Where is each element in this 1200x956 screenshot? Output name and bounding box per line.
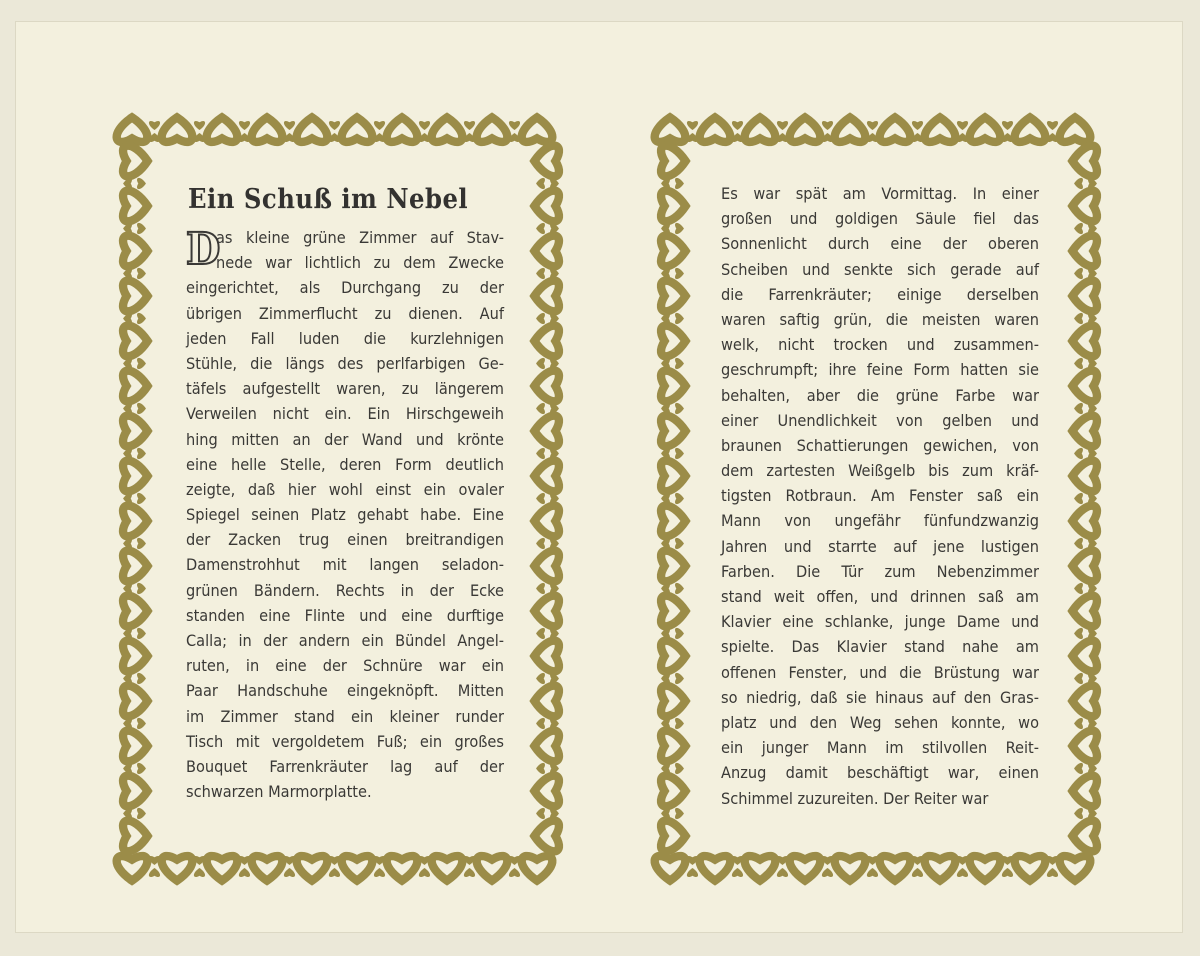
heart-ornament xyxy=(123,326,148,357)
heart-ornament xyxy=(534,686,559,717)
text-line: eine helle Stelle, deren Form deutlich xyxy=(186,454,504,474)
small-heart-ornament xyxy=(536,493,545,504)
heart-ornament xyxy=(1072,326,1097,357)
text-line: behalten, aber die grüne Farbe war xyxy=(721,385,1039,405)
heart-ornament xyxy=(1072,821,1097,852)
heart-ornament xyxy=(534,416,559,447)
heart-ornament xyxy=(342,117,373,142)
text-line: Calla; in der andern ein Bündel Angel- xyxy=(186,631,504,650)
text-line: übrigen Zimmerflucht zu dienen. Auf xyxy=(186,303,504,323)
small-heart-ornament xyxy=(675,358,684,369)
small-heart-ornament xyxy=(1047,868,1058,877)
heart-ornament xyxy=(1060,856,1091,881)
heart-ornament xyxy=(162,117,193,142)
heart-ornament xyxy=(522,117,553,142)
heart-ornament xyxy=(655,117,686,142)
small-heart-ornament xyxy=(1074,313,1083,324)
small-heart-ornament xyxy=(1074,403,1083,414)
small-heart-ornament xyxy=(1074,718,1083,729)
heart-ornament xyxy=(661,146,686,177)
heart-ornament xyxy=(661,551,686,582)
drop-cap: D xyxy=(186,224,221,275)
small-heart-ornament xyxy=(1074,628,1083,639)
heart-ornament xyxy=(123,416,148,447)
text-line: einer Unendlichkeit von gelben und xyxy=(721,410,1039,430)
small-heart-ornament xyxy=(1074,763,1083,774)
text-line: der Zacken trug einen breitrandigen xyxy=(186,530,504,550)
heart-ornament xyxy=(387,117,418,142)
heart-ornament xyxy=(970,856,1001,881)
small-heart-ornament xyxy=(536,583,545,594)
heart-ornament xyxy=(297,856,328,881)
small-heart-ornament xyxy=(194,121,205,130)
small-heart-ornament xyxy=(822,868,833,877)
small-heart-ornament xyxy=(536,178,545,189)
text-line: täfels aufgestellt waren, zu längerem xyxy=(186,379,504,399)
small-heart-ornament xyxy=(137,808,146,819)
small-heart-ornament xyxy=(509,868,520,877)
heart-ornament xyxy=(661,371,686,402)
right-page-text xyxy=(721,181,1039,811)
text-line: so niedrig, daß sie hinaus auf den Gras- xyxy=(721,687,1039,707)
small-heart-ornament xyxy=(675,628,684,639)
text-line: Sonnenlicht durch eine der oberen xyxy=(721,234,1039,254)
heart-ornament xyxy=(534,191,559,222)
small-heart-ornament xyxy=(536,808,545,819)
small-heart-ornament xyxy=(137,268,146,279)
heart-ornament xyxy=(790,117,821,142)
text-line: eingerichtet, als Durchgang zu der xyxy=(186,278,504,298)
heart-ornament xyxy=(661,686,686,717)
text-line: standen eine Flinte und eine durftige xyxy=(186,605,504,625)
small-heart-ornament xyxy=(137,493,146,504)
text-line: Mann von ungefähr fünfundzwanzig xyxy=(721,511,1039,531)
small-heart-ornament xyxy=(675,448,684,459)
heart-ornament xyxy=(534,821,559,852)
heart-ornament xyxy=(661,821,686,852)
heart-ornament xyxy=(123,191,148,222)
heart-ornament xyxy=(661,641,686,672)
small-heart-ornament xyxy=(777,868,788,877)
small-heart-ornament xyxy=(419,121,430,130)
heart-ornament xyxy=(534,371,559,402)
heart-ornament xyxy=(522,856,553,881)
small-heart-ornament xyxy=(957,868,968,877)
text-line: Spiegel seinen Platz gehabt habe. Eine xyxy=(186,505,504,525)
small-heart-ornament xyxy=(149,868,160,877)
text-line: jeden Fall luden die kurzlehnigen xyxy=(186,328,504,348)
small-heart-ornament xyxy=(822,121,833,130)
small-heart-ornament xyxy=(419,868,430,877)
heart-ornament xyxy=(1072,191,1097,222)
heart-ornament xyxy=(1015,856,1046,881)
heart-ornament xyxy=(745,117,776,142)
small-heart-ornament xyxy=(464,868,475,877)
heart-ornament xyxy=(661,731,686,762)
heart-ornament xyxy=(534,461,559,492)
heart-ornament xyxy=(1072,146,1097,177)
text-line: ruten, in eine der Schnüre war ein xyxy=(186,656,504,676)
left-page xyxy=(120,117,562,881)
heart-ornament xyxy=(661,461,686,492)
small-heart-ornament xyxy=(1074,448,1083,459)
small-heart-ornament xyxy=(1074,583,1083,594)
heart-ornament xyxy=(342,856,373,881)
heart-ornament xyxy=(297,117,328,142)
heart-ornament xyxy=(661,506,686,537)
small-heart-ornament xyxy=(284,121,295,130)
small-heart-ornament xyxy=(536,763,545,774)
heart-ornament xyxy=(1072,371,1097,402)
heart-ornament xyxy=(835,117,866,142)
text-line: platz und den Weg sehen konnte, wo xyxy=(721,712,1039,732)
small-heart-ornament xyxy=(137,403,146,414)
small-heart-ornament xyxy=(137,223,146,234)
text-line: dem zartesten Weißgelb bis zum kräf- xyxy=(721,461,1039,481)
heart-ornament xyxy=(123,641,148,672)
text-line: spielte. Das Klavier stand nahe am xyxy=(721,637,1039,657)
small-heart-ornament xyxy=(137,583,146,594)
small-heart-ornament xyxy=(536,313,545,324)
heart-ornament xyxy=(1072,416,1097,447)
heart-ornament xyxy=(661,281,686,312)
heart-ornament xyxy=(123,461,148,492)
text-line: tigsten Rotbraun. Am Fenster saß ein xyxy=(721,486,1039,506)
text-line: stand weit offen, und drinnen saß am xyxy=(721,587,1039,606)
text-line: schwarzen Marmorplatte. xyxy=(186,782,372,802)
heart-ornament xyxy=(1072,686,1097,717)
small-heart-ornament xyxy=(675,673,684,684)
small-heart-ornament xyxy=(137,673,146,684)
text-line: grünen Bändern. Rechts in der Ecke xyxy=(186,580,504,600)
heart-ornament xyxy=(207,117,238,142)
small-heart-ornament xyxy=(1074,358,1083,369)
heart-ornament xyxy=(252,856,283,881)
heart-ornament xyxy=(925,856,956,881)
text-line: Stühle, die längs des perlfarbigen Ge- xyxy=(186,353,504,373)
heart-ornament xyxy=(432,117,463,142)
small-heart-ornament xyxy=(687,121,698,130)
heart-ornament xyxy=(1072,236,1097,267)
small-heart-ornament xyxy=(912,868,923,877)
text-line: Tisch mit vergoldetem Fuß; ein großes xyxy=(186,731,504,751)
heart-ornament xyxy=(655,856,686,881)
heart-ornament xyxy=(477,117,508,142)
small-heart-ornament xyxy=(675,808,684,819)
text-line: Anzug damit beschäftigt war, einen xyxy=(721,763,1039,783)
small-heart-ornament xyxy=(687,868,698,877)
text-line: offenen Fenster, und die Brüstung war xyxy=(721,662,1039,682)
text-line: Bouquet Farrenkräuter lag auf der xyxy=(186,756,504,776)
right-paragraph xyxy=(721,181,1039,811)
heart-ornament xyxy=(162,856,193,881)
heart-ornament xyxy=(123,146,148,177)
text-line: großen und goldigen Säule fiel das xyxy=(721,209,1039,229)
heart-ornament xyxy=(123,371,148,402)
small-heart-ornament xyxy=(536,223,545,234)
text-line: Damenstrohhut mit langen seladon- xyxy=(186,555,504,575)
heart-ornament xyxy=(1072,641,1097,672)
small-heart-ornament xyxy=(536,673,545,684)
heart-ornament xyxy=(123,281,148,312)
heart-ornament xyxy=(252,117,283,142)
small-heart-ornament xyxy=(1074,178,1083,189)
heart-ornament xyxy=(880,856,911,881)
heart-ornament xyxy=(925,117,956,142)
text-line: nede war lichtlich zu dem Zwecke xyxy=(216,253,504,273)
small-heart-ornament xyxy=(536,403,545,414)
small-heart-ornament xyxy=(1074,223,1083,234)
small-heart-ornament xyxy=(675,223,684,234)
heart-ornament xyxy=(123,551,148,582)
small-heart-ornament xyxy=(536,268,545,279)
text-line: die Farrenkräuter; einige derselben xyxy=(721,284,1039,304)
heart-ornament xyxy=(534,281,559,312)
small-heart-ornament xyxy=(137,763,146,774)
heart-ornament xyxy=(1072,506,1097,537)
heart-ornament xyxy=(1072,776,1097,807)
small-heart-ornament xyxy=(732,121,743,130)
heart-ornament xyxy=(1072,596,1097,627)
heart-ornament xyxy=(123,236,148,267)
heart-ornament xyxy=(700,117,731,142)
text-line: Es war spät am Vormittag. In einer xyxy=(721,184,1039,203)
small-heart-ornament xyxy=(536,358,545,369)
text-line: Klavier eine schlanke, junge Dame und xyxy=(721,612,1039,632)
heart-ornament xyxy=(700,856,731,881)
small-heart-ornament xyxy=(239,868,250,877)
text-line: ein junger Mann im stilvollen Reit- xyxy=(721,738,1039,758)
small-heart-ornament xyxy=(536,448,545,459)
small-heart-ornament xyxy=(374,868,385,877)
small-heart-ornament xyxy=(675,763,684,774)
small-heart-ornament xyxy=(536,538,545,549)
heart-ornament xyxy=(117,856,148,881)
heart-ornament xyxy=(387,856,418,881)
small-heart-ornament xyxy=(777,121,788,130)
text-line: Paar Handschuhe eingeknöpft. Mitten xyxy=(186,681,504,701)
heart-ornament xyxy=(1072,281,1097,312)
small-heart-ornament xyxy=(149,121,160,130)
small-heart-ornament xyxy=(675,583,684,594)
heart-ornament xyxy=(534,776,559,807)
small-heart-ornament xyxy=(1074,808,1083,819)
heart-ornament xyxy=(661,236,686,267)
heart-ornament xyxy=(661,596,686,627)
heart-ornament xyxy=(661,191,686,222)
small-heart-ornament xyxy=(137,628,146,639)
heart-ornament xyxy=(534,236,559,267)
small-heart-ornament xyxy=(1074,493,1083,504)
small-heart-ornament xyxy=(137,313,146,324)
small-heart-ornament xyxy=(329,868,340,877)
heart-ornament xyxy=(123,731,148,762)
text-line: zeigte, daß hier wohl einst ein ovaler xyxy=(186,479,504,499)
text-line: geschrumpft; ihre feine Form hatten sie xyxy=(721,360,1039,380)
small-heart-ornament xyxy=(194,868,205,877)
heart-ornament xyxy=(123,506,148,537)
text-line: Farben. Die Tür zum Nebenzimmer xyxy=(721,561,1039,581)
small-heart-ornament xyxy=(284,868,295,877)
small-heart-ornament xyxy=(137,718,146,729)
heart-ornament xyxy=(1072,551,1097,582)
small-heart-ornament xyxy=(239,121,250,130)
small-heart-ornament xyxy=(957,121,968,130)
small-heart-ornament xyxy=(137,448,146,459)
page-title: Ein Schuß im Nebel xyxy=(188,184,469,215)
small-heart-ornament xyxy=(675,718,684,729)
small-heart-ornament xyxy=(329,121,340,130)
heart-ornament xyxy=(432,856,463,881)
small-heart-ornament xyxy=(675,178,684,189)
text-line: waren saftig grün, die meisten waren xyxy=(721,309,1039,329)
paper-sheet xyxy=(16,22,1182,932)
heart-ornament xyxy=(477,856,508,881)
heart-ornament xyxy=(661,416,686,447)
small-heart-ornament xyxy=(509,121,520,130)
small-heart-ornament xyxy=(912,121,923,130)
heart-ornament xyxy=(1060,117,1091,142)
left-paragraph xyxy=(186,225,504,804)
text-line: as kleine grüne Zimmer auf Stav- xyxy=(216,228,504,247)
heart-ornament xyxy=(534,731,559,762)
heart-ornament xyxy=(745,856,776,881)
heart-ornament xyxy=(970,117,1001,142)
heart-ornament xyxy=(123,776,148,807)
heart-ornament xyxy=(117,117,148,142)
text-line: Jahren und starrte auf jene lustigen xyxy=(721,536,1039,556)
small-heart-ornament xyxy=(137,538,146,549)
small-heart-ornament xyxy=(1002,868,1013,877)
heart-ornament xyxy=(835,856,866,881)
heart-ornament xyxy=(534,326,559,357)
small-heart-ornament xyxy=(1074,673,1083,684)
heart-ornament xyxy=(661,326,686,357)
heart-ornament xyxy=(1015,117,1046,142)
heart-ornament xyxy=(207,856,238,881)
right-page xyxy=(658,117,1100,881)
small-heart-ornament xyxy=(867,121,878,130)
heart-ornament xyxy=(123,686,148,717)
heart-ornament xyxy=(1072,731,1097,762)
small-heart-ornament xyxy=(1047,121,1058,130)
small-heart-ornament xyxy=(675,538,684,549)
small-heart-ornament xyxy=(675,268,684,279)
heart-ornament xyxy=(880,117,911,142)
heart-ornament xyxy=(790,856,821,881)
small-heart-ornament xyxy=(1074,538,1083,549)
heart-ornament xyxy=(123,821,148,852)
heart-ornament xyxy=(661,776,686,807)
text-line: braunen Schattierungen gewichen, von xyxy=(721,435,1039,455)
heart-ornament xyxy=(1072,461,1097,492)
text-line: welk, nicht trocken und zusammen- xyxy=(721,335,1039,355)
small-heart-ornament xyxy=(732,868,743,877)
small-heart-ornament xyxy=(675,403,684,414)
small-heart-ornament xyxy=(536,718,545,729)
left-page-text xyxy=(186,183,504,804)
text-line: im Zimmer stand ein kleiner runder xyxy=(186,706,504,726)
small-heart-ornament xyxy=(137,358,146,369)
small-heart-ornament xyxy=(867,868,878,877)
small-heart-ornament xyxy=(1074,268,1083,279)
small-heart-ornament xyxy=(137,178,146,189)
text-line: Schimmel zuzureiten. Der Reiter war xyxy=(721,788,989,808)
heart-ornament xyxy=(534,641,559,672)
heart-ornament xyxy=(534,146,559,177)
text-line: Scheiben und senkte sich gerade auf xyxy=(721,259,1039,279)
text-line: hing mitten an der Wand und krönte xyxy=(186,429,504,449)
heart-ornament xyxy=(534,596,559,627)
small-heart-ornament xyxy=(675,313,684,324)
small-heart-ornament xyxy=(464,121,475,130)
heart-ornament xyxy=(534,551,559,582)
text-line: Verweilen nicht ein. Ein Hirschgeweih xyxy=(186,404,504,424)
small-heart-ornament xyxy=(374,121,385,130)
small-heart-ornament xyxy=(675,493,684,504)
small-heart-ornament xyxy=(1002,121,1013,130)
heart-ornament xyxy=(123,596,148,627)
heart-ornament xyxy=(534,506,559,537)
small-heart-ornament xyxy=(536,628,545,639)
